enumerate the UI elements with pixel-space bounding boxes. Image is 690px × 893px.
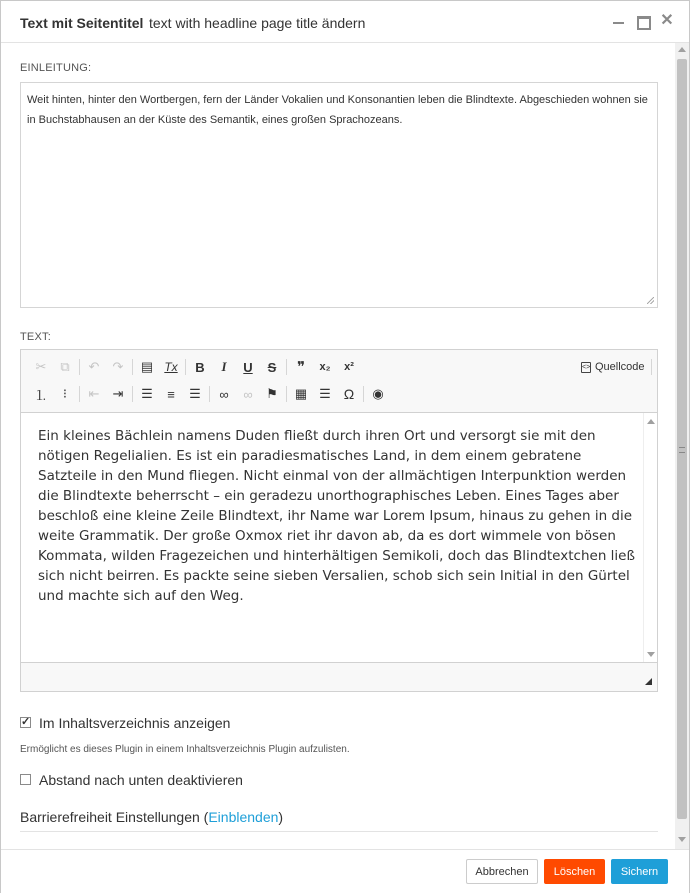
toc-help-text: Ermöglicht es dieses Plugin in einem Inhaltsverzeichnis Plugin aufzulisten. (20, 744, 350, 755)
numbered-list-icon[interactable]: ⒈ (34, 387, 48, 403)
delete-button[interactable]: Löschen (544, 859, 605, 884)
dialog-scrollbar[interactable] (675, 43, 689, 849)
accessibility-paren-close: ) (278, 809, 284, 825)
save-button[interactable]: Sichern (611, 859, 668, 884)
toc-checkbox-label[interactable]: Im Inhaltsverzeichnis anzeigen (39, 715, 231, 731)
scroll-grip-icon (679, 447, 685, 453)
toolbar-divider (651, 359, 652, 375)
editor-scrollbar[interactable] (643, 413, 657, 662)
toolbar-separator (209, 386, 210, 402)
toolbar-separator (132, 386, 133, 402)
toolbar-separator (185, 359, 186, 375)
intro-textarea[interactable] (20, 82, 658, 308)
italic-icon[interactable]: I (221, 359, 227, 374)
divider (20, 831, 658, 832)
blockquote-icon[interactable]: ❞ (296, 359, 306, 376)
intro-label: EINLEITUNG: (20, 62, 92, 74)
unlink-icon[interactable]: ∞ (243, 386, 253, 402)
scroll-up-arrow-icon[interactable] (678, 47, 686, 52)
source-code-icon: <> (582, 363, 591, 371)
cut-icon[interactable]: ✂ (35, 359, 47, 374)
toolbar-separator (132, 359, 133, 375)
anchor-flag-icon[interactable]: ⚑ (266, 386, 278, 401)
editor-toolbar (21, 350, 657, 413)
editor-content-area[interactable] (21, 413, 657, 663)
editor-scroll-down-icon[interactable] (647, 652, 655, 657)
remove-format-icon[interactable]: Tx (164, 360, 178, 374)
paste-text-icon[interactable]: ▤ (140, 359, 154, 374)
toolbar-row-1 (29, 356, 361, 378)
intro-textarea-value: Weit hinten, hinter den Wortbergen, fern der Länder Vokalien und Konsonantien leben die Blindtexte. Abgeschieden wohnen sie in Buchstabhausen an der Küste des Semantik, eines großen Sprachozeans. (27, 94, 648, 126)
bulleted-list-icon[interactable]: ⁝ (62, 386, 68, 401)
align-right-icon[interactable]: ☰ (189, 386, 201, 401)
spacing-checkbox[interactable] (20, 774, 31, 785)
accessibility-settings-heading (20, 809, 283, 825)
accessibility-heading-text: Barrierefreiheit Einstellungen (20, 809, 200, 825)
outdent-icon[interactable]: ⇤ (88, 386, 100, 401)
toc-checkbox[interactable] (20, 717, 31, 728)
text-label: TEXT: (20, 331, 51, 343)
toolbar-separator (286, 359, 287, 375)
maximize-icon[interactable] (635, 13, 651, 29)
editor-content[interactable]: Ein kleines Bächlein namens Duden fließt durch ihren Ort und versorgt sie mit den nötigen Regelialien. Es ist ein paradiesmatisches Land, in dem einem gebratene Satzteile in den Mund fliegen. Nicht einmal von der allmächtigen Interpunktion werden die Blindtexte beherrscht – ein geradezu unorthographisches Leben. Eines Tages aber beschloß eine kleine Zeile Blindtext, ihr Name war Lorem Ipsum, hinaus zu gehen in die weite Grammatik. Der große Oxmox riet ihr davon ab, da es dort wimmele von bösen Kommata, wilden Fragezeichen und hinterhältigen Semikoli, doch das Blindtextchen ließ sich nicht beirren. Es packte seine sieben Versalien, schob sich sein Initial in den Gürtel und machte sich auf den Weg. (38, 428, 635, 604)
horizontal-rule-icon[interactable]: ☰ (319, 386, 331, 401)
editor-resize-icon[interactable] (645, 678, 652, 685)
align-left-icon[interactable]: ☰ (141, 386, 153, 401)
subscript-icon[interactable]: x₂ (319, 361, 331, 373)
redo-icon[interactable]: ↷ (112, 359, 124, 374)
editor-scroll-up-icon[interactable] (647, 419, 655, 424)
undo-icon[interactable]: ↶ (88, 359, 100, 374)
editor-statusbar (21, 664, 657, 691)
source-code-button[interactable] (581, 358, 645, 376)
dialog-title: Text mit Seitentitel (20, 15, 144, 31)
strikethrough-icon[interactable]: S (267, 359, 277, 375)
special-char-icon[interactable]: Ω (343, 386, 355, 402)
toolbar-row-2 (29, 383, 390, 405)
align-center-icon[interactable]: ≡ (167, 386, 175, 402)
source-code-label: Quellcode (595, 361, 645, 373)
dialog-subtitle: text with headline page title ändern (149, 15, 366, 31)
underline-icon[interactable]: U (243, 359, 253, 375)
close-icon[interactable]: ✕ (660, 12, 674, 29)
spacing-checkbox-label[interactable]: Abstand nach unten deaktivieren (39, 772, 243, 788)
scroll-thumb[interactable] (677, 59, 687, 819)
bold-icon[interactable]: B (195, 359, 205, 375)
scroll-down-arrow-icon[interactable] (678, 837, 686, 842)
superscript-icon[interactable]: x² (344, 361, 354, 373)
toolbar-separator (79, 386, 80, 402)
rich-text-editor (20, 349, 658, 692)
indent-icon[interactable]: ⇥ (112, 386, 124, 401)
link-icon[interactable]: ∞ (219, 386, 229, 402)
copy-icon[interactable]: ⧉ (60, 359, 70, 374)
toolbar-separator (363, 386, 364, 402)
accessibility-show-link[interactable]: Einblenden (208, 809, 279, 825)
toolbar-separator (79, 359, 80, 375)
dialog-titlebar[interactable] (1, 1, 689, 43)
dialog-footer (1, 849, 689, 893)
cancel-button[interactable]: Abbrechen (466, 859, 538, 884)
minimize-icon[interactable] (611, 13, 627, 29)
accessibility-paren-open: ( (199, 809, 209, 825)
table-icon[interactable]: ▦ (294, 386, 308, 401)
toolbar-separator (286, 386, 287, 402)
accessibility-icon[interactable]: ◉ (372, 386, 384, 401)
resize-grip-icon[interactable] (647, 297, 654, 304)
